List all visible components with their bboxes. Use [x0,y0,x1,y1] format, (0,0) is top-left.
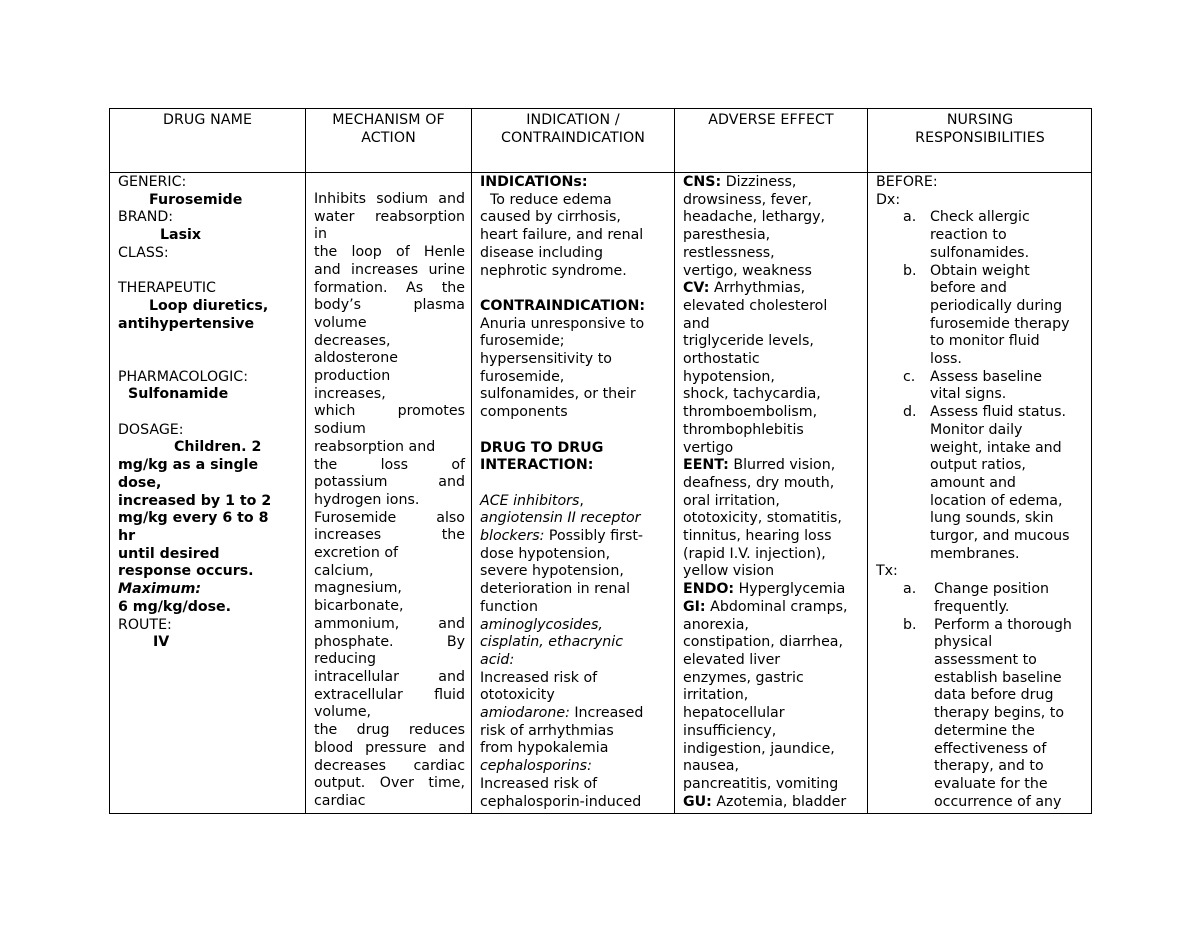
dx-line: periodically during [930,297,1063,314]
adverse-line: restlessness, [683,244,775,261]
mechanism-line: which promotes [314,403,465,420]
dosage-line: response occurs. [118,563,254,580]
adverse-line: elevated liver [683,651,781,668]
adverse-line: nausea, [683,758,740,775]
mechanism-line: the drug reduces [314,722,465,739]
nursing-cell [876,174,1086,811]
pharmacologic-class: Sulfonamide [128,386,229,403]
generic-name: Furosemide [149,191,243,208]
interaction-line: ototoxicity [480,687,555,704]
mechanism-line: Furosemide also [314,509,465,526]
list-marker: a. [903,209,917,226]
drug-name-column [110,109,305,813]
adverse-line: anorexia, [683,616,749,633]
tx-line: data before drug [934,687,1054,704]
maximum-label: Maximum: [118,581,202,598]
interaction-label: INTERACTION: [480,457,594,474]
adverse-line: and [683,315,710,332]
adverse-line: irritation, [683,687,749,704]
mechanism-line: decreases, [314,332,391,349]
adverse-text: Hyperglycemia [734,581,846,598]
drug-class-name: cisplatin, ethacrynic [480,634,624,651]
indication-cell [480,174,668,811]
punctuation: , [579,492,584,509]
adverse-line: triglyceride levels, [683,333,814,350]
contraindication-line: furosemide; [480,333,565,350]
header-text: RESPONSIBILITIES [915,130,1045,146]
tx-line: determine the [934,722,1035,739]
interaction-line: Increased risk of [480,775,598,792]
adverse-text: Azotemia, bladder [711,793,847,810]
mechanism-line: the loss of [314,456,465,473]
dx-item [876,369,1086,404]
tx-item [876,617,1086,812]
mechanism-line: bicarbonate, [314,598,404,615]
adverse-line: headache, lethargy, [683,209,826,226]
contraindication-line: hypersensitivity to [480,351,612,368]
header-nursing [868,111,1092,147]
interaction-line: Increased risk of [480,669,598,686]
dx-line: weight, intake and [930,439,1062,456]
dx-item [876,263,1086,369]
mechanism-cell [314,191,465,811]
before-label: BEFORE: [876,174,938,190]
adverse-line: hepatocellular [683,705,785,722]
system-label: GU: [683,793,712,810]
adverse-line: yellow vision [683,563,775,580]
list-marker: d. [903,404,917,421]
mechanism-line: intracellular and [314,668,465,685]
mechanism-line: water reabsorption [314,208,465,225]
drug-class-name: angiotensin II receptor [480,510,641,527]
mechanism-line: output. Over time, [314,775,465,792]
dx-line: Check allergic [930,209,1030,226]
tx-line: frequently. [934,598,1010,615]
adverse-text: Abdominal cramps, [705,598,848,615]
adverse-line: vertigo, weakness [683,262,812,279]
brand-name: Lasix [160,227,202,244]
drug-class-name: cephalosporins: [480,758,592,775]
header-text: CONTRAINDICATION [501,130,645,146]
adverse-line: vertigo [683,439,734,456]
header-text: ADVERSE EFFECT [708,112,834,128]
adverse-line: indigestion, jaundice, [683,740,835,757]
route-label: ROUTE: [118,616,172,633]
dx-line: loss. [930,351,962,368]
tx-line: Perform a thorough [934,616,1072,633]
dx-line: Obtain weight [930,262,1030,279]
adverse-line [683,280,861,298]
mechanism-line: blood pressure and [314,739,465,756]
adverse-line: hypotension, [683,368,775,385]
interaction-line [480,705,668,723]
dosage-line: dose, [118,474,162,491]
system-label: GI: [683,598,706,615]
mechanism-line: magnesium, [314,580,402,597]
drug-class-name: aminoglycosides, [480,616,603,633]
interaction-text: Increased [569,705,644,722]
indication-column [472,109,674,813]
adverse-line [683,599,861,617]
mechanism-line: formation. As the [314,279,465,296]
dx-line: turgor, and mucous [930,528,1070,545]
mechanism-line: increases, [314,385,386,402]
drug-class-name: blockers: [480,528,545,545]
indication-line: nephrotic syndrome. [480,262,627,279]
header-text: NURSING [946,112,1014,128]
contraindication-line: Anuria unresponsive to [480,315,645,332]
dx-line: before and [930,280,1007,297]
adverse-line [683,794,861,812]
adverse-line: insufficiency, [683,722,777,739]
list-marker: b. [903,616,917,633]
indication-line: caused by cirrhosis, [480,209,621,226]
dx-line: sulfonamides. [930,244,1030,261]
header-mechanism [306,111,471,147]
adverse-text: Arrhythmias, [709,280,806,297]
maximum-dose: 6 mg/kg/dose. [118,598,232,615]
mechanism-line: increases the [314,527,465,544]
adverse-line [683,581,861,599]
drug-card-table [109,108,1092,814]
header-indication [472,111,674,147]
brand-label: BRAND: [118,209,174,226]
drug-name-cell [118,174,299,652]
mechanism-line: calcium, [314,562,374,579]
tx-line: therapy begins, to [934,705,1065,722]
dx-line: output ratios, [930,457,1026,474]
dx-line: vital signs. [930,386,1007,403]
mechanism-line: decreases cardiac [314,757,465,774]
tx-line: occurrence of any [934,793,1062,810]
dx-line: amount and [930,474,1016,491]
interaction-line: deterioration in renal [480,581,631,598]
dosage-line: until desired [118,545,220,562]
adverse-effect-cell [683,174,861,811]
indication-line: heart failure, and renal [480,227,644,244]
dx-line: Assess fluid status. [930,404,1067,421]
tx-line: Change position [934,581,1050,598]
dosage-line: hr [118,528,136,544]
list-marker: a. [903,581,917,598]
header-text: ACTION [361,130,416,146]
adverse-line: tinnitus, hearing loss [683,528,832,545]
drug-class-name: ACE inhibitors [480,492,580,509]
header-text: INDICATION / [526,112,620,128]
generic-label: GENERIC: [118,174,187,190]
adverse-effect-column [675,109,867,813]
header-drug-name [110,111,305,129]
indication-line: disease including [480,244,604,261]
class-label: CLASS: [118,244,169,261]
pharmacologic-label: PHARMACOLOGIC: [118,368,248,385]
adverse-line: oral irritation, [683,492,780,509]
adverse-line: paresthesia, [683,227,771,244]
tx-line: therapy, and to [934,758,1044,775]
adverse-line: shock, tachycardia, [683,386,821,403]
mechanism-line: body’s plasma [314,297,465,314]
interaction-line: function [480,598,538,615]
mechanism-line: potassium and [314,474,465,491]
interaction-label: DRUG TO DRUG [480,439,604,456]
system-label: EENT: [683,457,729,474]
system-label: CNS: [683,174,722,190]
interaction-line: severe hypotension, [480,563,624,580]
adverse-line: drowsiness, fever, [683,191,812,208]
mechanism-line: the loop of Henle [314,244,465,261]
indication-line: To reduce edema [490,191,612,208]
interaction-line [480,528,668,546]
dx-item [876,209,1086,262]
indications-label: INDICATIONs: [480,174,588,190]
drug-class-name: acid: [480,651,515,668]
mechanism-line: extracellular fluid [314,686,465,703]
adverse-line [683,174,861,192]
dx-line: location of edema, [930,492,1063,509]
adverse-line: elevated cholesterol [683,297,828,314]
contraindication-line: furosemide, [480,368,565,385]
interaction-line: risk of arrhythmias [480,722,614,739]
system-label: CV: [683,280,710,297]
adverse-line: thromboembolism, [683,404,818,421]
tx-item [876,581,1086,616]
mechanism-line: ammonium, and [314,615,465,632]
contraindication-label: CONTRAINDICATION: [480,297,645,314]
mechanism-line: cardiac [314,792,366,809]
interaction-line: dose hypotension, [480,545,611,562]
dx-label: Dx: [876,191,901,208]
mechanism-line: phosphate. By [314,633,465,650]
tx-line: establish baseline [934,669,1062,686]
therapeutic-class: Loop diuretics, [149,297,269,314]
dx-line: lung sounds, skin [930,510,1054,527]
dosage-line: mg/kg as a single [118,457,259,474]
mechanism-line: and increases urine [314,261,465,278]
tx-line: effectiveness of [934,740,1047,757]
adverse-line: enzymes, gastric [683,669,804,686]
adverse-line: ototoxicity, stomatitis, [683,510,842,527]
therapeutic-class: antihypertensive [118,315,255,332]
mechanism-line: in [314,226,327,243]
dx-line: to monitor fluid [930,333,1040,350]
adverse-line: thrombophlebitis [683,421,804,438]
therapeutic-label: THERAPEUTIC [118,280,216,297]
header-text: MECHANISM OF [332,112,445,128]
mechanism-column [306,109,471,813]
dx-item [876,404,1086,563]
list-marker: c. [903,368,916,385]
adverse-line: constipation, diarrhea, [683,634,843,651]
dosage-label: DOSAGE: [118,421,184,438]
route-value: IV [153,634,170,651]
mechanism-line: volume, [314,704,372,721]
contraindication-line: components [480,404,568,421]
mechanism-line: reducing [314,651,376,668]
drug-class-name: amiodarone: [480,705,570,722]
contraindication-line: sulfonamides, or their [480,386,636,403]
interaction-line [480,493,668,511]
dx-line: membranes. [930,545,1020,562]
header-adverse-effect [675,111,867,129]
adverse-line: (rapid I.V. injection), [683,545,826,562]
mechanism-line: sodium [314,421,366,438]
dx-line: reaction to [930,227,1007,244]
system-label: ENDO: [683,581,735,598]
mechanism-line: reabsorption and [314,438,436,455]
mechanism-line: excretion of [314,545,399,562]
dx-line: furosemide therapy [930,315,1070,332]
nursing-column [868,109,1092,813]
adverse-line: pancreatitis, vomiting [683,775,839,792]
interaction-text: Possibly first- [544,528,644,545]
mechanism-line: aldosterone [314,350,398,367]
adverse-line: deafness, dry mouth, [683,474,835,491]
adverse-line: orthostatic [683,351,760,368]
adverse-line [683,457,861,475]
list-marker: b. [903,262,917,279]
dosage-line: Children. 2 [174,439,262,456]
dosage-line: increased by 1 to 2 [118,492,272,509]
mechanism-line: Inhibits sodium and [314,191,465,207]
dosage-line: mg/kg every 6 to 8 [118,510,269,527]
tx-line: assessment to [934,651,1037,668]
tx-line: physical [934,634,993,651]
tx-line: evaluate for the [934,775,1048,792]
header-text: DRUG NAME [162,112,253,128]
dx-line: Monitor daily [930,421,1023,438]
interaction-line: from hypokalemia [480,740,609,757]
mechanism-line: production [314,368,391,385]
dx-line: Assess baseline [930,368,1042,385]
adverse-text: Blurred vision, [728,457,836,474]
interaction-line: cephalosporin-induced [480,793,642,810]
mechanism-line: volume [314,314,367,331]
adverse-text: Dizziness, [721,174,797,190]
tx-label: Tx: [876,563,898,580]
mechanism-line: hydrogen ions. [314,491,420,508]
